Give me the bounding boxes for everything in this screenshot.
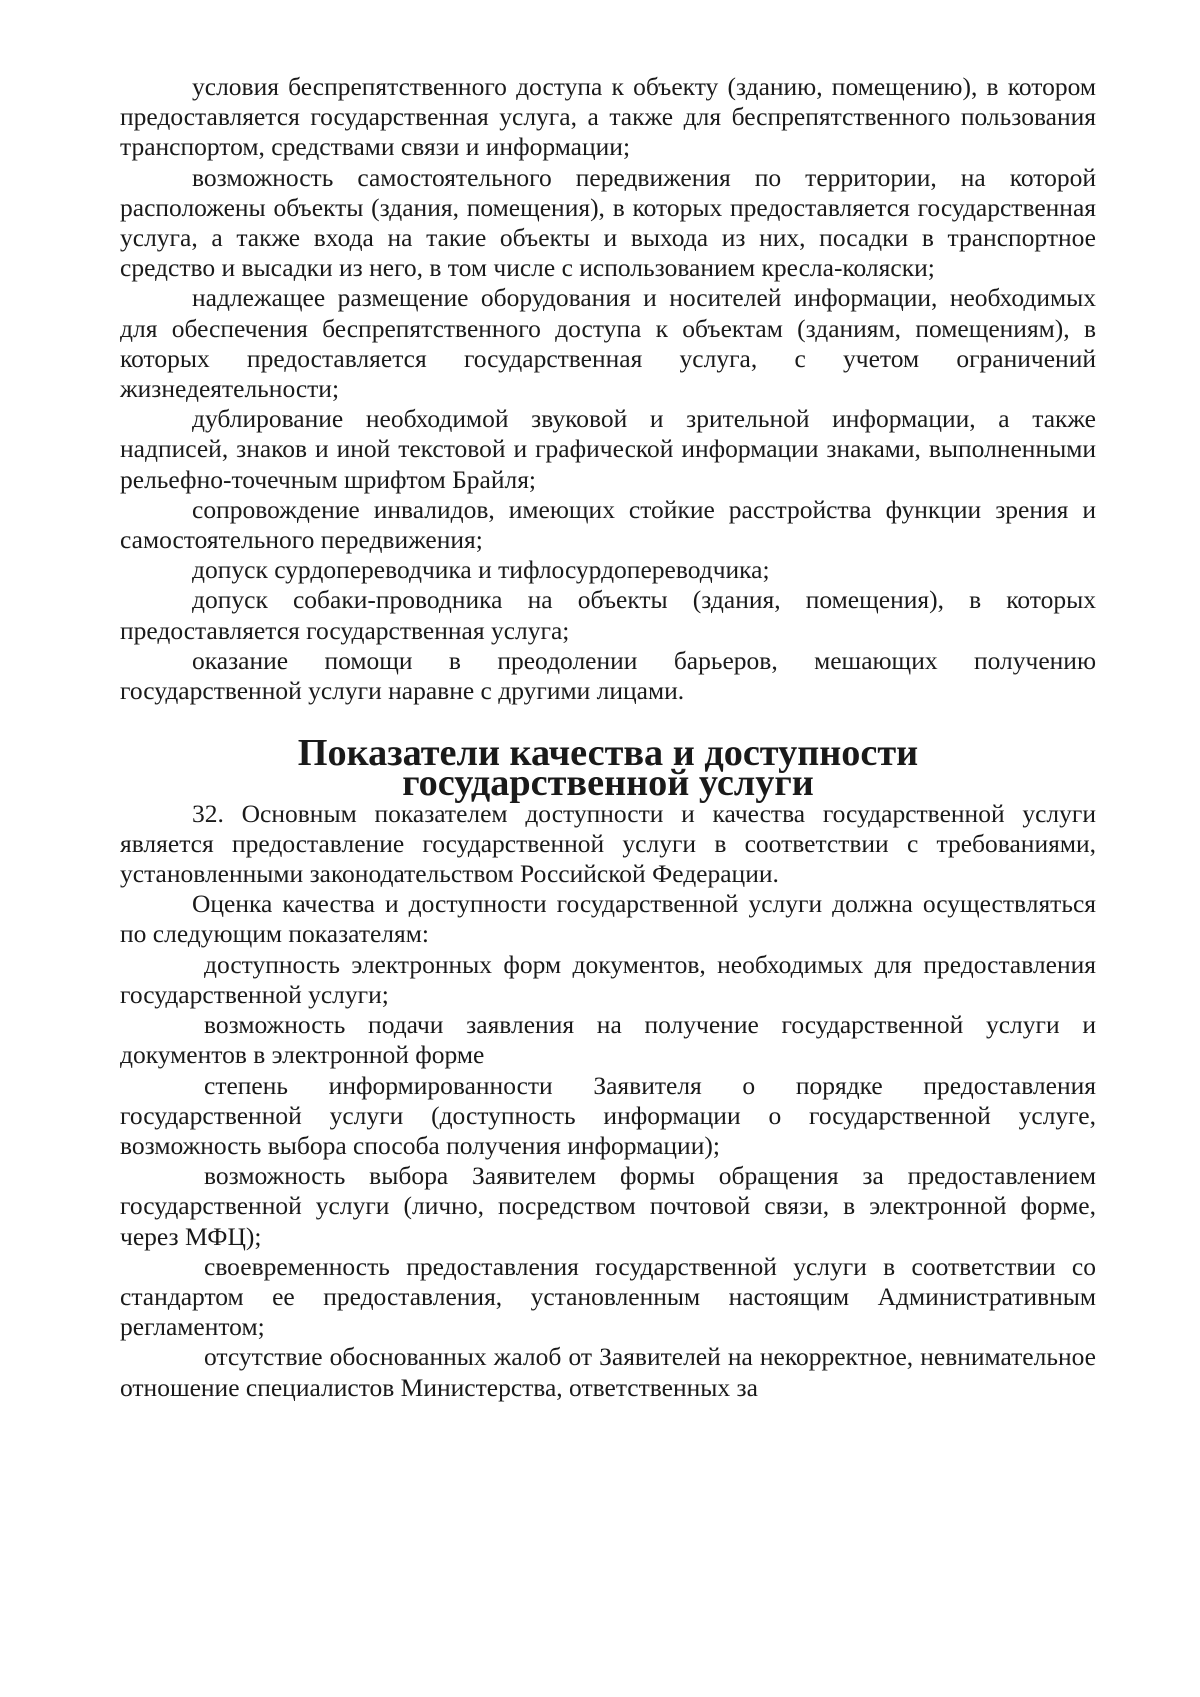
paragraph-32: 32. Основным показателем доступности и качества государственной услуги является предоставление государственной услуги в соответствии с требованиями, установленными законодательством Российской Федерации. — [120, 798, 1096, 889]
paragraph-interpreter: допуск сурдопереводчика и тифлосурдопереводчика; — [192, 555, 770, 585]
paragraph-guide-dog: допуск собаки-проводника на объекты (здания, помещения), в которых предоставляется государственная услуга; — [120, 585, 1096, 645]
paragraph-timeliness: своевременность предоставления государственной услуги в соответствии со стандартом ее предоставления, установленным настоящим Административным регламентом; — [120, 1251, 1096, 1342]
paragraph-electronic-forms: доступность электронных форм документов, необходимых для предоставления государственной услуги; — [120, 949, 1096, 1009]
section-heading — [120, 732, 1096, 805]
paragraph-escort: сопровождение инвалидов, имеющих стойкие расстройства функции зрения и самостоятельного передвижения; — [120, 494, 1096, 555]
section-heading-line-2: государственной услуги — [402, 762, 814, 805]
paragraph-complaints: отсутствие обоснованных жалоб от Заявителей на некорректное, невнимательное отношение специалистов Министерства, ответственных за — [120, 1342, 1096, 1402]
paragraph-electronic-submission: возможность подачи заявления на получение государственной услуги и документов в электронной форме — [120, 1010, 1096, 1070]
document-page — [120, 72, 1096, 1403]
paragraph-movement: возможность самостоятельного передвижения по территории, на которой расположены объекты (здания, помещения), в которых предоставляется государственная услуга, а также входа на такие объекты и выхода из них, посадки в транспортное средство и высадки из него, в том числе с использованием кресла-коляски; — [120, 162, 1096, 283]
paragraph-equipment-placement: надлежащее размещение оборудования и носителей информации, необходимых для обеспечения беспрепятственного доступа к объектам (зданиям, помещениям), в которых предоставляется государственная услуга, с учетом ограничений жизнедеятельности; — [120, 283, 1096, 404]
paragraph-access-conditions: условия беспрепятственного доступа к объекту (зданию, помещению), в котором предоставляется государственная услуга, а также для беспрепятственного пользования транспортом, средствами связи и информации; — [120, 72, 1096, 162]
paragraph-barrier-help: оказание помощи в преодолении барьеров, мешающих получению государственной услуги наравне с другими лицами. — [120, 645, 1096, 706]
section-heading-line-1: Показатели качества и доступности — [297, 732, 919, 775]
paragraph-appeal-form: возможность выбора Заявителем формы обращения за предоставлением государственной услуги (лично, посредством почтовой связи, в электронной форме, через МФЦ); — [120, 1161, 1096, 1251]
paragraph-assessment: Оценка качества и доступности государственной услуги должна осуществляться по следующим показателям: — [120, 889, 1096, 949]
paragraph-braille: дублирование необходимой звуковой и зрительной информации, а также надписей, знаков и иной текстовой и графической информации знаками, выполненными рельефно-точечным шрифтом Брайля; — [120, 404, 1096, 494]
paragraph-awareness: степень информированности Заявителя о порядке предоставления государственной услуги (доступность информации о государственной услуге, возможность выбора способа получения информации); — [120, 1070, 1096, 1160]
